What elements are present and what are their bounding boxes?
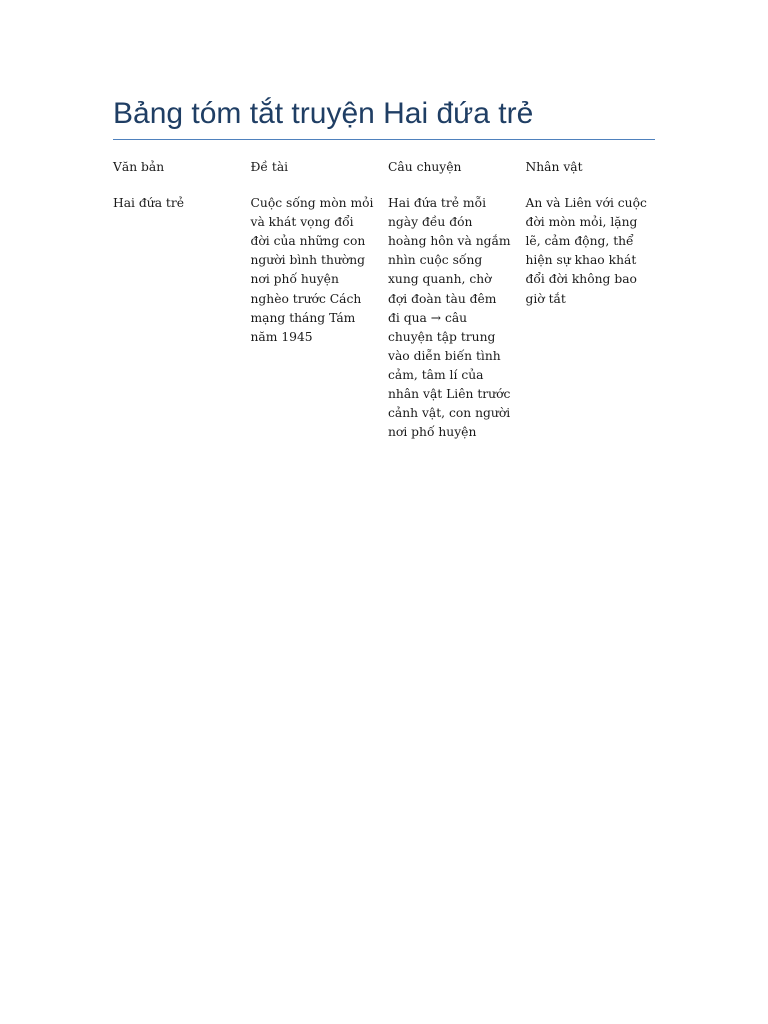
column-header-nhan-vat: Nhân vật: [525, 160, 583, 174]
cell-van-ban: Hai đứa trẻ: [113, 196, 185, 211]
table-row: [106, 189, 656, 447]
cell-nhan-vat: An và Liên với cuộc đời mòn mỏi, lặng lẽ, cảm động, thể hiện sự khao khát đổi đời không bao giờ tắt: [525, 196, 647, 306]
table-header-row: [106, 153, 656, 189]
summary-table: [106, 153, 656, 447]
column-header-cau-chuyen: Câu chuyện: [388, 160, 462, 174]
cell-de-tai: Cuộc sống mòn mỏi và khát vọng đổi đời của những con người bình thường nơi phố huyện nghèo trước Cách mạng tháng Tám năm 1945: [250, 196, 374, 344]
cell-cau-chuyen: Hai đứa trẻ mỗi ngày đều đón hoàng hôn và ngắm nhìn cuộc sống xung quanh, chờ đợi đoàn tàu đêm đi qua → câu chuyện tập trung vào diễn biến tình cảm, tâm lí của nhân vật Liên trước cảnh vật, con người nơi phố huyện: [388, 196, 511, 440]
column-header-de-tai: Đề tài: [250, 160, 289, 174]
title-underline: [113, 139, 655, 140]
column-header-van-ban: Văn bản: [113, 160, 165, 174]
document-title: Bảng tóm tắt truyện Hai đứa trẻ: [113, 97, 534, 130]
